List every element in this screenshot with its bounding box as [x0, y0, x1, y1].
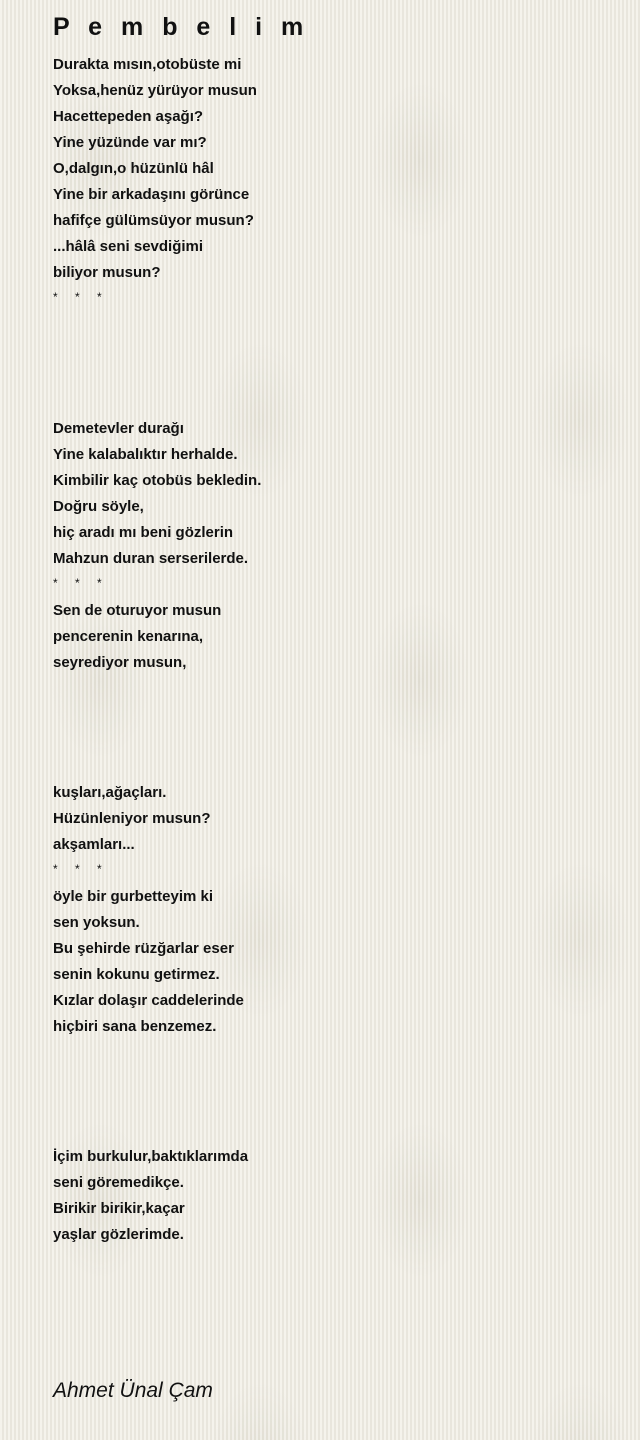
poem-line: seyrediyor musun,	[53, 654, 187, 671]
poem-line: Bu şehirde rüzğarlar eser	[53, 940, 234, 957]
poem-author: Ahmet Ünal Çam	[53, 1379, 213, 1402]
poem-line: Kimbilir kaç otobüs bekledin.	[53, 472, 262, 489]
poem-line: Sen de oturuyor musun	[53, 602, 222, 619]
poem-line: hafifçe gülümsüyor musun?	[53, 212, 254, 229]
poem-body	[53, 52, 613, 1248]
poem-title: P e m b e l i m	[53, 13, 310, 41]
poem-line: biliyor musun?	[53, 264, 161, 281]
poem-blank-line	[53, 676, 613, 702]
poem-line: Hüzünleniyor musun?	[53, 810, 211, 827]
poem-blank-line	[53, 364, 613, 390]
poem-blank-line	[53, 1066, 613, 1092]
poem-line: pencerenin kenarına,	[53, 628, 204, 645]
stanza-separator: * * *	[53, 290, 102, 304]
poem-line: Yine kalabalıktır herhalde.	[53, 446, 238, 463]
poem-line: hiçbiri sana benzemez.	[53, 1018, 217, 1035]
poem-line: seni göremedikçe.	[53, 1174, 184, 1191]
poem-line: kuşları,ağaçları.	[53, 784, 167, 801]
stanza-separator: * * *	[53, 576, 102, 590]
poem-line: öyle bir gurbetteyim ki	[53, 888, 214, 905]
poem-blank-line	[53, 1040, 613, 1066]
poem-line: yaşlar gözlerimde.	[53, 1226, 184, 1243]
poem-blank-line	[53, 702, 613, 728]
poem-blank-line	[53, 312, 613, 338]
poem-line: sen yoksun.	[53, 914, 140, 931]
poem-line: Hacettepeden aşağı?	[53, 108, 204, 125]
poem-line: Birikir birikir,kaçar	[53, 1200, 185, 1217]
poem-line: Yoksa,henüz yürüyor musun	[53, 82, 257, 99]
stanza-separator: * * *	[53, 862, 102, 876]
poem-line: akşamları...	[53, 836, 135, 853]
poem-line: senin kokunu getirmez.	[53, 966, 220, 983]
poem-line: İçim burkulur,baktıklarımda	[53, 1148, 249, 1165]
poem-line: Yine yüzünde var mı?	[53, 134, 207, 151]
poem-blank-line	[53, 1092, 613, 1118]
poem-line: Yine bir arkadaşını görünce	[53, 186, 250, 203]
poem-blank-line	[53, 728, 613, 754]
poem-line: Durakta mısın,otobüste mi	[53, 56, 242, 73]
poem-line: O,dalgın,o hüzünlü hâl	[53, 160, 214, 177]
poem-line: hiç aradı mı beni gözlerin	[53, 524, 234, 541]
poem-line: Mahzun duran serserilerde.	[53, 550, 249, 567]
poem-line: Doğru söyle,	[53, 498, 144, 515]
poem-line: Demetevler durağı	[53, 420, 184, 437]
poem-blank-line	[53, 1118, 613, 1144]
poem-blank-line	[53, 390, 613, 416]
poem-line: Kızlar dolaşır caddelerinde	[53, 992, 244, 1009]
poem-line: ...hâlâ seni sevdiğimi	[53, 238, 204, 255]
poem-blank-line	[53, 338, 613, 364]
poem-blank-line	[53, 754, 613, 780]
